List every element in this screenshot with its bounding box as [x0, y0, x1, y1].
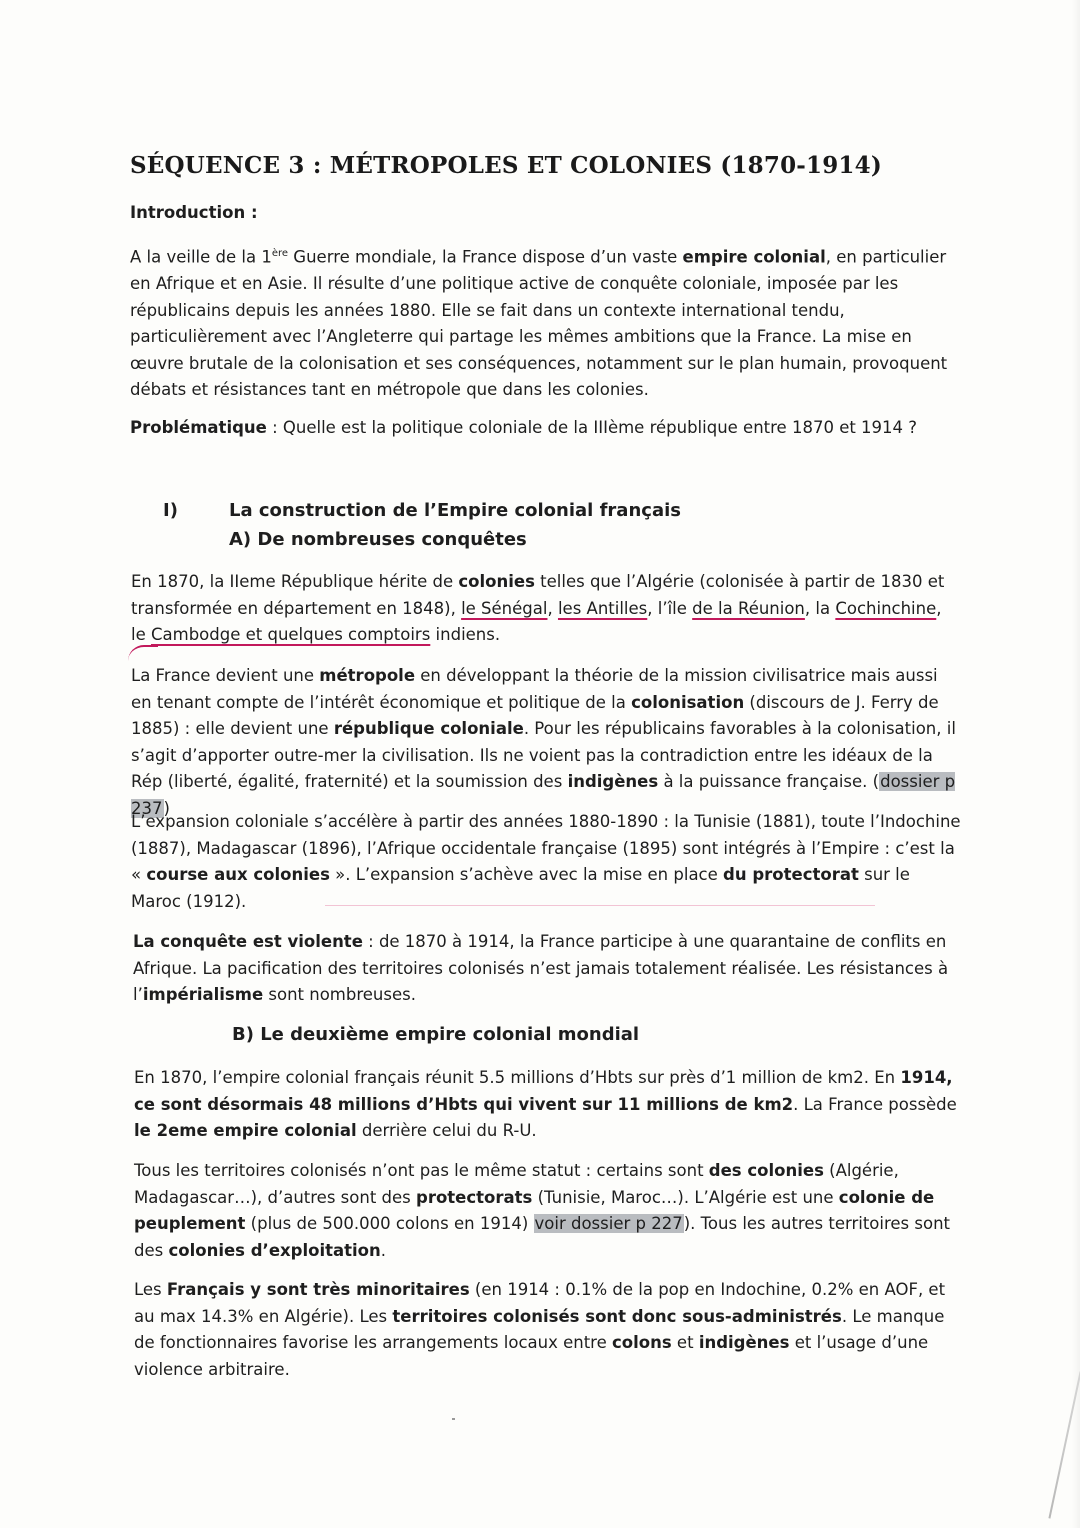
subsection-a-title: A) De nombreuses conquêtes [229, 529, 527, 550]
introduction-label: Introduction : [130, 203, 258, 222]
underlined-antilles: les Antilles [557, 598, 648, 618]
paragraph-minoritaires: Les Français y sont très minoritaires (en 1914 : 0.1% de la pop en Indochine, 0.2% en AOF, et au max 14.3% en Algérie). Les territoires colonisés sont donc sous-administrés. Le manque de fonctionnaires favorise les arrangements locaux entre colons et indigènes et l’usage d’une violence arbitraire. [134, 1280, 946, 1379]
speck [452, 1418, 455, 1420]
paragraph-colonies-1870: En 1870, la IIeme République hérite de colonies telles que l’Algérie (colonisée à partir de 1830 et transformée en département en 1848), le Sénégal, les Antilles, l’île de la Réunion, la Cochinchine, le Cambodge et quelques comptoirs indiens. [131, 572, 945, 644]
underlined-cochinchine: Cochinchine [835, 598, 937, 618]
section-1-number: I) [163, 500, 178, 521]
faint-pen-line [325, 905, 875, 906]
highlight-dossier-237: dossier p 237 [131, 772, 956, 818]
problematique-paragraph: Problématique : Quelle est la politique coloniale de la IIIème république entre 1870 et 1914 ? [130, 418, 918, 437]
paragraph-metropole: La France devient une métropole en développant la théorie de la mission civilisatrice mais aussi en tenant compte de l’intérêt économique et politique de la colonisation (discours de J. Ferry de 1885) : elle devient une république coloniale. Pour les républicains favorables à la colonisation, il s’agit d’apporter outre-mer la civilisation. Ils ne voient pas la contradiction entre les idéaux de la Rép (liberté, égalité, fraternité) et la soumission des indigènes à la puissance française. (dossier p 237) [131, 666, 956, 818]
highlight-dossier-227: voir dossier p 227 [534, 1214, 683, 1233]
underlined-cambodge: Cambodge et quelques comptoirs [150, 625, 431, 644]
introduction-paragraph: A la veille de la 1ère Guerre mondiale, la France dispose d’un vaste empire colonial, en particulier en Afrique et en Asie. Il résulte d’une politique active de conquête coloniale, imposée par les républicains depuis les années 1880. Elle se fait dans un contexte international tendu, particulièrement avec l’Angleterre qui partage les mêmes ambitions que la France. La mise en œuvre brutale de la colonisation et ses conséquences, notamment sur le plan humain, provoquent débats et résistances tant en métropole que dans les colonies. [130, 247, 948, 399]
page-title: SÉQUENCE 3 : MÉTROPOLES ET COLONIES (1870-1914) [130, 152, 882, 179]
section-1-title: La construction de l’Empire colonial français [229, 500, 681, 521]
paragraph-empire-size: En 1870, l’empire colonial français réunit 5.5 millions d’Hbts sur près d’1 million de km2. En 1914, ce sont désormais 48 millions d’Hbts qui vivent sur 11 millions de km2. La France possède le 2eme empire colonial derrière celui du R-U. [134, 1068, 957, 1140]
underlined-reunion: de la Réunion [692, 598, 805, 618]
page-edge-shadow [1072, 0, 1080, 1528]
subsection-b-title: B) Le deuxième empire colonial mondial [232, 1024, 640, 1045]
paragraph-statuts: Tous les territoires colonisés n’ont pas le même statut : certains sont des colonies (Algérie, Madagascar…), d’autres sont des protectorats (Tunisie, Maroc…). L’Algérie est une colonie de peuplement (plus de 500.000 colons en 1914) voir dossier p 227). Tous les autres territoires sont des colonies d’exploitation. [134, 1161, 951, 1260]
paragraph-expansion: L’expansion coloniale s’accélère à partir des années 1880-1890 : la Tunisie (1881), toute l’Indochine (1887), Madagascar (1896), l’Afrique occidentale française (1895) sont intégrés à l’Empire : c’est la « course aux colonies ». L’expansion s’achève avec la mise en place du protectorat sur le Maroc (1912). [131, 812, 961, 911]
problematique-label: Problématique [130, 418, 267, 437]
underlined-senegal: le Sénégal [461, 598, 548, 618]
paragraph-conquete-violente: La conquête est violente : de 1870 à 1914, la France participe à une quarantaine de conflits en Afrique. La pacification des territoires colonisés n’est jamais totalement réalisée. Les résistances à l’impérialisme sont nombreuses. [133, 932, 949, 1004]
